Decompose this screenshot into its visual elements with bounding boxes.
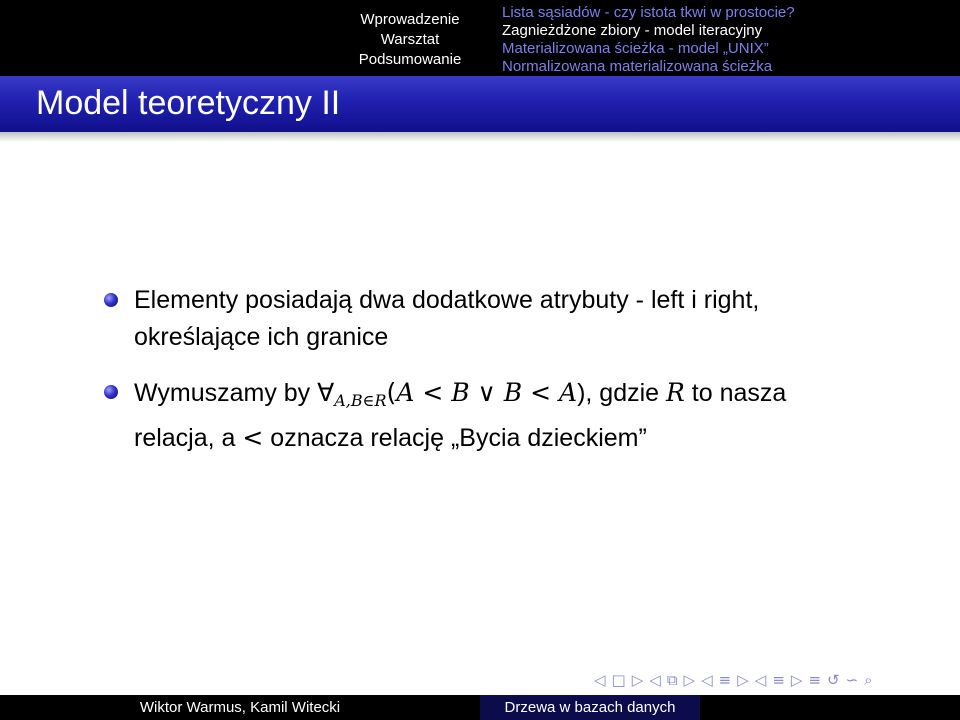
- slide-icon[interactable]: ⧉: [666, 671, 678, 689]
- prev-frame-arrow-icon[interactable]: ◁: [594, 671, 606, 689]
- forall-symbol: ∀: [317, 378, 335, 407]
- subsection-link-normalizowana-sciezka[interactable]: Normalizowana materializowana ścieżka: [502, 58, 773, 75]
- frame-icon[interactable]: □: [611, 671, 626, 689]
- subsection-link-materializowana-sciezka[interactable]: Materializowana ścieżka - model „UNIX”: [502, 40, 769, 57]
- ball-bullet-icon: [104, 293, 118, 307]
- section-link-wprowadzenie[interactable]: Wprowadzenie: [360, 11, 460, 28]
- bullet-line-1: Elementy posiadają dwa dodatkowe atrybuty - left i right,: [134, 286, 760, 314]
- bullet-text: [134, 374, 924, 457]
- slide-content: [104, 282, 924, 475]
- forall-subscript: A,B∈R: [334, 391, 387, 410]
- less-than: <: [522, 378, 560, 407]
- text-line2-b: oznacza relację „Bycia dzieckiem”: [263, 424, 647, 452]
- text-line2-a: relacja, a: [134, 424, 243, 452]
- prev-slide-arrow-icon[interactable]: ◁: [649, 671, 661, 689]
- ball-bullet-icon: [104, 385, 118, 399]
- var-b: B: [503, 378, 523, 407]
- var-a: A: [396, 378, 415, 407]
- header-navigation-bar: [0, 0, 960, 76]
- bullet-text: [134, 282, 924, 356]
- next-section-arrow-icon[interactable]: ▷: [790, 671, 803, 689]
- bullet-item-attributes: [104, 282, 924, 356]
- subsection-link-lista-sasiadow[interactable]: Lista sąsiadów - czy istota tkwi w prostocie?: [502, 4, 795, 21]
- section-link-podsumowanie[interactable]: Podsumowanie: [358, 51, 462, 68]
- less-than: <: [242, 423, 264, 452]
- frame-title: Model teoretyczny II: [36, 84, 341, 122]
- section-list: [340, 10, 480, 70]
- subsection-icon[interactable]: ≡: [718, 671, 732, 689]
- footer-bar: [0, 695, 960, 720]
- beamer-navigation-controls: [594, 668, 873, 692]
- less-than: <: [414, 378, 452, 407]
- paren-close: ),: [577, 379, 593, 407]
- subsection-list: [502, 4, 952, 76]
- title-bar-shadow: [0, 132, 960, 142]
- bullet-line-2: określające ich granice: [134, 323, 389, 351]
- prev-subsection-arrow-icon[interactable]: ◁: [701, 671, 713, 689]
- footer-author: Wiktor Warmus, Kamil Witecki: [139, 699, 341, 716]
- text-mid: gdzie: [592, 379, 667, 407]
- text-rest: to nasza: [684, 379, 787, 407]
- or-symbol: ∨: [469, 378, 504, 407]
- next-slide-arrow-icon[interactable]: ▷: [683, 671, 696, 689]
- var-r: R: [666, 378, 685, 407]
- next-frame-arrow-icon[interactable]: ▷: [631, 671, 644, 689]
- search-icon[interactable]: ⌕: [864, 671, 873, 689]
- section-icon[interactable]: ≡: [772, 671, 785, 689]
- subsection-link-zagniezdzone-zbiory[interactable]: Zagnieżdżone zbiory - model iteracyjny: [502, 22, 763, 39]
- text-prefix: Wymuszamy by: [134, 379, 318, 407]
- bullet-item-constraint: [104, 374, 924, 457]
- section-link-warsztat[interactable]: Warsztat: [380, 31, 440, 48]
- paren-open: (: [386, 378, 397, 407]
- next-subsection-arrow-icon[interactable]: ▷: [737, 671, 749, 689]
- var-b: B: [451, 378, 470, 407]
- var-a: A: [559, 378, 578, 407]
- back-icon[interactable]: ↺: [827, 671, 840, 689]
- forward-icon[interactable]: ∽: [845, 671, 859, 689]
- prev-section-arrow-icon[interactable]: ◁: [754, 671, 767, 689]
- document-icon[interactable]: ≡: [808, 671, 822, 689]
- footer-title: Drzewa w bazach danych: [480, 695, 700, 720]
- footer-right-block: [700, 695, 960, 720]
- frame-title-bar: [0, 76, 960, 132]
